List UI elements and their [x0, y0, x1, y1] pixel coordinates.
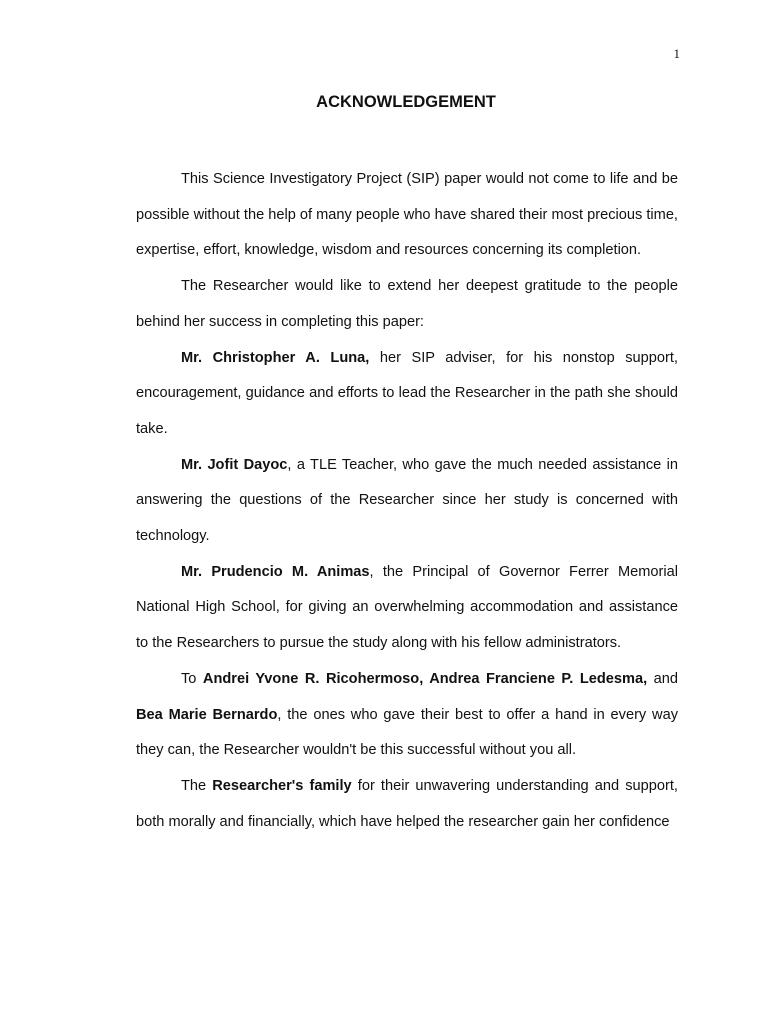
- paragraph-friends: [136, 662, 678, 769]
- name-luna: Mr. Christopher A. Luna,: [181, 349, 370, 366]
- text-friends: , the ones who gave their best to offer a hand in every way they can, the Researcher wouldn't be this successful without you all.: [136, 706, 678, 759]
- page-number: 1: [673, 46, 680, 61]
- name-animas: Mr. Prudencio M. Animas: [181, 563, 370, 580]
- acknowledgement-body: [136, 162, 678, 840]
- paragraph-dayoc: [136, 448, 678, 555]
- conj-friends: and: [647, 670, 679, 687]
- text-animas: , the Principal of Governor Ferrer Memorial National High School, for giving an overwhelming accommodation and assistance to the Researchers to pursue the study along with his fellow administrators.: [136, 563, 679, 652]
- names-friends-a: Andrei Yvone R. Ricohermoso, Andrea Franciene P. Ledesma,: [202, 670, 648, 687]
- paragraph-animas: [136, 555, 678, 662]
- name-dayoc: Mr. Jofit Dayoc: [181, 456, 288, 473]
- prefix-family: The: [181, 777, 213, 794]
- page-title: ACKNOWLEDGEMENT: [316, 93, 496, 111]
- paragraph-intro: This Science Investigatory Project (SIP) paper would not come to life and be possible without the help of many people who have shared their most precious time, expertise, effort, knowledge, wisdom and resources concerning its completion.: [136, 171, 678, 259]
- paragraph-family: [136, 769, 678, 840]
- paragraph-luna: [136, 341, 678, 448]
- paragraph-gratitude: The Researcher would like to extend her deepest gratitude to the people behind her success in completing this paper:: [136, 278, 678, 330]
- text-dayoc: , a TLE Teacher, who gave the much needed assistance in answering the questions of the Researcher since her study is concerned with technology.: [136, 456, 678, 545]
- text-family: for their unwavering understanding and support, both morally and financially, which have helped the researcher gain her confidence: [136, 777, 678, 830]
- text-luna: her SIP adviser, for his nonstop support, encouragement, guidance and efforts to lead the Researcher in the path she should take.: [136, 349, 678, 437]
- names-friends-b: Bea Marie Bernardo: [136, 706, 278, 723]
- name-family: Researcher's family: [212, 777, 352, 794]
- prefix-friends: To: [181, 670, 203, 687]
